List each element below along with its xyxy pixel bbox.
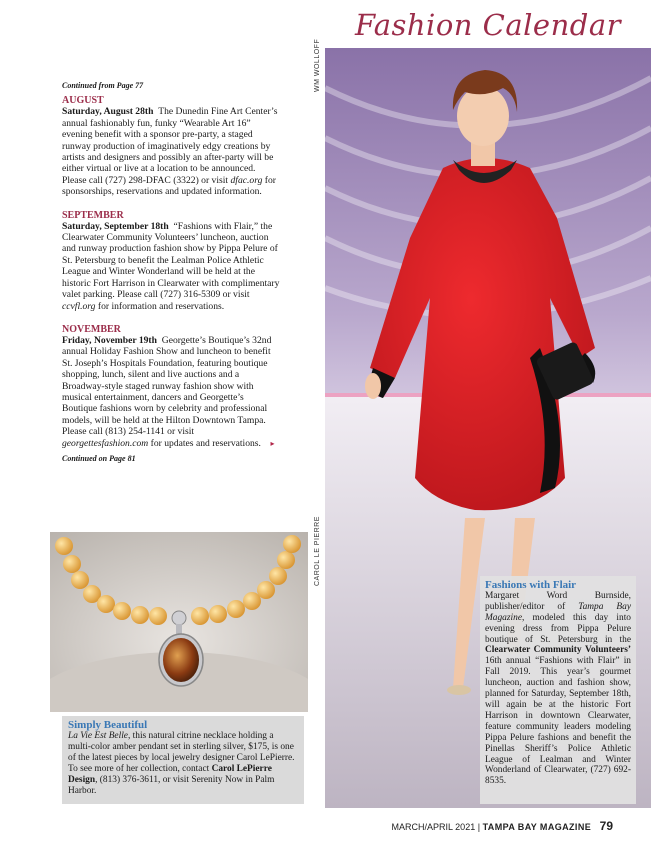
- magazine-name: Tampa Bay Magazine: [485, 601, 631, 623]
- necklace-photo-illustration: [50, 532, 308, 712]
- entry-link: ccvfl.org: [62, 300, 96, 312]
- month-heading-september: SEPTEMBER: [62, 209, 124, 221]
- entry-november: [62, 324, 281, 449]
- continued-from: Continued from Page 77: [62, 81, 144, 90]
- entry-link: dfac.org: [230, 174, 263, 186]
- designer-name: Carol LePierre Design: [68, 764, 272, 785]
- entry-body: The Dunedin Fine Art Center’s annual fashionably fun, funky “Wearable Art 16” evening benefit with a sponsor pre-party, a staged runway production of imaginatively edgy creations by artists and designers and possibly an after-party will be either virtual or live at a location to be announced. Please call (727) 298-DFAC (3322) or visit: [62, 106, 278, 186]
- section-title: Fashion Calendar: [355, 8, 621, 42]
- entry-body: “Fashions with Flair,” the Clearwater Community Volunteers’ luncheon, auction and runway production fashion show by Pippa Pelure of St. Petersburg to benefit the Lealman Police Athletic League and Winter Wonderland will be held at the historic Fort Harrison in Clearwater with complimentary valet parking. Please call (727) 316-5309 or visit: [62, 220, 280, 301]
- entry-august: [62, 95, 281, 197]
- caption-title: Fashions with Flair: [485, 579, 577, 591]
- caption-text: 16th annual “Fashions with Flair” in Fall 2019. This year’s gourmet luncheon, auction and fashion show, planned for Saturday, September 18th, will again be at the historic Fort Harrison in downtown Clearwater, feature community leaders modeling Pippa Pelure fashions and benefit the Pinellas Sheriff’s Police Athletic League of Lealman and Winter Wonderland of Clearwater, (727) 692-8535.: [485, 656, 631, 787]
- brand-name: La Vie Est Belle: [68, 731, 128, 741]
- photo-credit-main: WM WOLLOFF: [314, 38, 321, 92]
- entry-date: Friday, November 19th: [62, 334, 157, 346]
- magazine-title: TAMPA BAY MAGAZINE: [482, 822, 592, 832]
- photo-credit-second: CAROL LE PIERRE: [314, 516, 321, 586]
- entry-date: Saturday, August 28th: [62, 106, 154, 118]
- end-mark-icon: ▸: [270, 438, 275, 448]
- entry-september: [62, 210, 281, 312]
- caption-text: Margaret Word Burnside, publisher/editor of: [485, 590, 631, 612]
- entry-link: georgettesfashion.com: [62, 437, 149, 449]
- entry-tail: for sponsorships, reservations and updated information.: [62, 174, 276, 198]
- month-heading-august: AUGUST: [62, 95, 104, 107]
- caption-title: Simply Beautiful: [68, 719, 148, 731]
- page-number: 79: [599, 819, 613, 833]
- issue-date: MARCH/APRIL 2021: [391, 822, 476, 832]
- caption-text: , (813) 376-3611, or visit Serenity Now in Palm Harbor.: [68, 775, 275, 796]
- month-heading-november: NOVEMBER: [62, 323, 121, 335]
- caption-text: , this natural citrine necklace holding a multi-color amber pendant set in sterling silver, $175, is one of the latest pieces by local jewelry designer Carol LePierre. To see more of her collection, contact: [68, 731, 295, 774]
- necklace-photo: [50, 532, 308, 712]
- entry-tail: for updates and reservations.: [148, 437, 261, 449]
- entry-tail: for information and reservations.: [95, 300, 225, 312]
- organization-name: Clearwater Community Volunteers’: [485, 645, 631, 656]
- calendar-column: [62, 80, 281, 468]
- caption-fashions-with-flair: [480, 576, 636, 804]
- footer-separator: |: [477, 822, 481, 832]
- caption-necklace: [62, 716, 304, 804]
- entry-body: Georgette’s Boutique’s 32nd annual Holiday Fashion Show and luncheon to benefit St. Joseph’s Hospitals Foundation, featuring boutique shopping, lunch, silent and live auctions and a Broadway-style staged runway fashion show with musical entertainment, dancers and Georgette’s Boutique fashions worn by celebrity and professional models, will be held at the Hilton Downtown Tampa. Please call (813) 254-1141 or visit: [62, 334, 272, 438]
- caption-text: , modeled this day into evening dress from Pippa Pelure boutique of St. Petersburg in the: [485, 612, 631, 645]
- continued-on: Continued on Page 81: [62, 453, 136, 463]
- entry-date: Saturday, September 18th: [62, 220, 169, 232]
- page-footer: [392, 819, 614, 833]
